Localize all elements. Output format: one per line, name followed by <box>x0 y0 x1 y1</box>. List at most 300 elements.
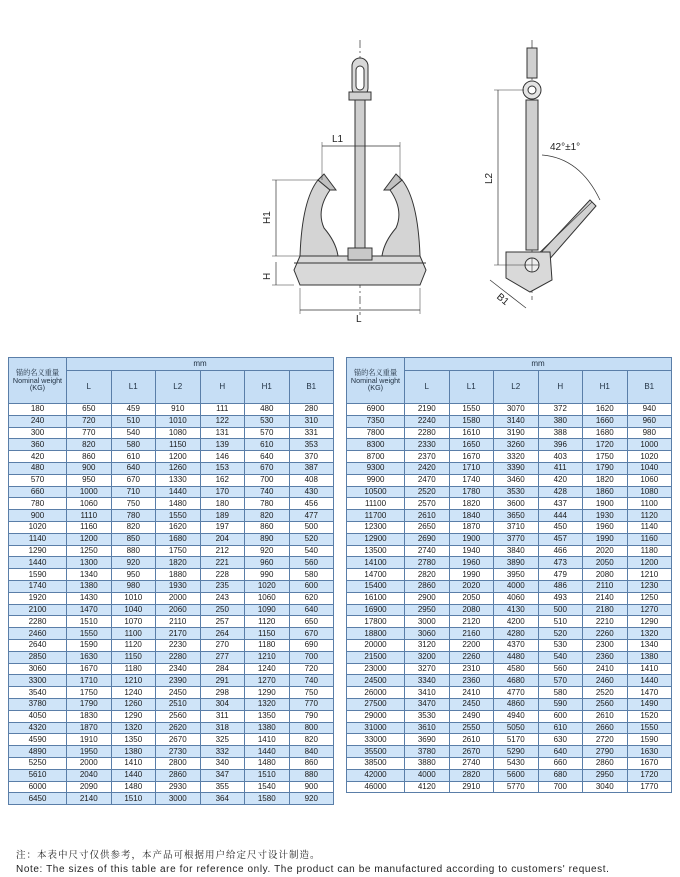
table-row <box>347 734 672 746</box>
dimension-cell: 2950 <box>405 604 450 616</box>
table-row <box>9 663 334 675</box>
dimension-cell: 1290 <box>111 710 156 722</box>
weight-cell: 4320 <box>9 722 67 734</box>
dimension-cell: 2900 <box>405 592 450 604</box>
dimension-cell: 347 <box>200 769 245 781</box>
dimension-cell: 640 <box>289 604 334 616</box>
dimension-cell: 600 <box>289 580 334 592</box>
weight-cell: 17800 <box>347 616 405 628</box>
dimension-cell: 1930 <box>583 510 628 522</box>
dimension-cell: 340 <box>200 757 245 769</box>
dimension-cell: 197 <box>200 521 245 533</box>
dimension-cell: 860 <box>67 451 112 463</box>
weight-cell: 5610 <box>9 769 67 781</box>
dimension-cell: 2390 <box>156 675 201 687</box>
dimension-cell: 2740 <box>405 545 450 557</box>
column-header-b1: B1 <box>627 371 672 404</box>
dimension-cell: 3770 <box>494 533 539 545</box>
dimension-cell: 880 <box>289 769 334 781</box>
weight-cell: 5250 <box>9 757 67 769</box>
dimension-cell: 2340 <box>156 663 201 675</box>
dimension-cell: 1910 <box>67 734 112 746</box>
dimension-cell: 610 <box>245 439 290 451</box>
dimension-cell: 570 <box>245 427 290 439</box>
dimension-cell: 1330 <box>156 474 201 486</box>
dimension-cell: 2160 <box>449 628 494 640</box>
dimension-cell: 493 <box>538 592 583 604</box>
dimension-cell: 2140 <box>583 592 628 604</box>
dimension-cell: 204 <box>200 533 245 545</box>
dimension-cell: 950 <box>67 474 112 486</box>
dimension-cell: 640 <box>245 451 290 463</box>
dimension-cell: 2860 <box>156 769 201 781</box>
dimension-cell: 1080 <box>627 486 672 498</box>
dim-label-l2: L2 <box>484 172 495 184</box>
table-row <box>347 710 672 722</box>
table-row <box>9 533 334 545</box>
dimension-cell: 131 <box>200 427 245 439</box>
dimension-cell: 2660 <box>583 722 628 734</box>
dimension-cell: 310 <box>289 415 334 427</box>
weight-cell: 1140 <box>9 533 67 545</box>
dimension-cell: 1180 <box>111 663 156 675</box>
dimension-cell: 1490 <box>627 698 672 710</box>
dimension-cell: 1440 <box>627 675 672 687</box>
dimension-cell: 1740 <box>449 474 494 486</box>
dimension-cell: 1590 <box>67 639 112 651</box>
dimension-cell: 2690 <box>405 533 450 545</box>
dimension-cell: 1240 <box>111 687 156 699</box>
table-row <box>9 439 334 451</box>
dimension-cell: 2790 <box>583 746 628 758</box>
dimension-cell: 4130 <box>494 604 539 616</box>
weight-cell: 6900 <box>347 404 405 416</box>
dimension-cell: 770 <box>67 427 112 439</box>
dimension-cell: 457 <box>538 533 583 545</box>
table-row <box>347 769 672 781</box>
dimension-cell: 1440 <box>156 486 201 498</box>
dimension-cell: 235 <box>200 580 245 592</box>
table-row <box>347 510 672 522</box>
table-row <box>347 569 672 581</box>
table-row <box>347 616 672 628</box>
weight-cell: 11100 <box>347 498 405 510</box>
table-row <box>347 663 672 675</box>
dimension-cell: 2240 <box>405 415 450 427</box>
dimension-cell: 1100 <box>111 628 156 640</box>
dimension-cell: 3000 <box>405 616 450 628</box>
table-row <box>9 746 334 758</box>
dimension-cell: 1180 <box>245 639 290 651</box>
dimension-cell: 580 <box>111 439 156 451</box>
dimension-cell: 1110 <box>67 510 112 522</box>
dimension-cell: 2260 <box>583 628 628 640</box>
weight-cell: 180 <box>9 404 67 416</box>
dimension-cell: 1300 <box>67 557 112 569</box>
dimension-cell: 4200 <box>494 616 539 628</box>
dimension-cell: 530 <box>245 415 290 427</box>
weight-cell: 14100 <box>347 557 405 569</box>
dimension-cell: 1090 <box>245 604 290 616</box>
dimension-cell: 2560 <box>583 698 628 710</box>
dimension-cell: 510 <box>111 415 156 427</box>
dimension-cell: 1160 <box>627 533 672 545</box>
weight-cell: 11700 <box>347 510 405 522</box>
dimension-cell: 355 <box>200 781 245 793</box>
dimension-cell: 1210 <box>245 651 290 663</box>
column-header-l: L <box>405 371 450 404</box>
dimension-cell: 1250 <box>67 545 112 557</box>
dimension-cell: 3470 <box>405 698 450 710</box>
dimension-cell: 540 <box>538 651 583 663</box>
dimension-cell: 1100 <box>627 498 672 510</box>
dimension-cell: 1860 <box>583 486 628 498</box>
table-row <box>347 639 672 651</box>
dimension-cell: 1380 <box>67 580 112 592</box>
dimension-cell: 1940 <box>449 545 494 557</box>
dimension-cell: 2860 <box>405 580 450 592</box>
dimension-cell: 2200 <box>449 639 494 651</box>
dimension-cell: 5170 <box>494 734 539 746</box>
dimension-cell: 700 <box>289 651 334 663</box>
dimension-cell: 318 <box>200 722 245 734</box>
dimension-cell: 2650 <box>405 521 450 533</box>
dimension-cell: 2170 <box>156 628 201 640</box>
weight-column-header: 锚的名义重量 Nominal weight (KG) <box>347 358 405 404</box>
table-row <box>9 698 334 710</box>
dimension-cell: 170 <box>200 486 245 498</box>
dimension-cell: 1720 <box>583 439 628 451</box>
dimension-cell: 1770 <box>627 781 672 793</box>
weight-cell: 26000 <box>347 687 405 699</box>
dimension-cell: 1350 <box>111 734 156 746</box>
table-row <box>347 592 672 604</box>
dimension-cell: 228 <box>200 569 245 581</box>
dimension-cell: 860 <box>289 757 334 769</box>
dimension-cell: 530 <box>538 639 583 651</box>
dimension-cell: 396 <box>538 439 583 451</box>
dimension-cell: 1270 <box>627 604 672 616</box>
dimension-cell: 1040 <box>111 604 156 616</box>
dimension-cell: 1520 <box>627 710 672 722</box>
dimension-cell: 304 <box>200 698 245 710</box>
dimension-cell: 146 <box>200 451 245 463</box>
dimension-cell: 510 <box>538 616 583 628</box>
dimension-cell: 2000 <box>156 592 201 604</box>
dimension-cell: 3530 <box>494 486 539 498</box>
anchor-front-view <box>272 40 426 315</box>
dimension-cell: 3950 <box>494 569 539 581</box>
dimension-cell: 560 <box>538 663 583 675</box>
dimension-cell: 1580 <box>449 415 494 427</box>
dimension-cell: 380 <box>538 415 583 427</box>
table-row <box>347 404 672 416</box>
dimension-cell: 580 <box>538 687 583 699</box>
table-row <box>9 415 334 427</box>
dimension-cell: 2020 <box>583 545 628 557</box>
dimension-cell: 3200 <box>405 651 450 663</box>
dimension-cell: 2120 <box>449 616 494 628</box>
dimension-cell: 1670 <box>67 663 112 675</box>
dimension-cell: 3880 <box>405 757 450 769</box>
dimension-cell: 610 <box>538 722 583 734</box>
dimension-cell: 960 <box>627 415 672 427</box>
dim-label-l: L <box>356 314 362 325</box>
dimension-cell: 650 <box>67 404 112 416</box>
dimension-cell: 640 <box>111 462 156 474</box>
dimension-cell: 1620 <box>583 404 628 416</box>
dimension-cell: 3410 <box>405 687 450 699</box>
dim-label-h1: H1 <box>262 211 273 224</box>
dimension-cell: 720 <box>289 663 334 675</box>
dimension-cell: 2360 <box>583 651 628 663</box>
dimension-cell: 1180 <box>627 545 672 557</box>
dimension-cell: 2420 <box>405 462 450 474</box>
dimension-cell: 4000 <box>405 769 450 781</box>
dimension-cell: 2180 <box>583 604 628 616</box>
dimension-cell: 1550 <box>449 404 494 416</box>
weight-cell: 18800 <box>347 628 405 640</box>
weight-cell: 1440 <box>9 557 67 569</box>
dimension-cell: 1630 <box>627 746 672 758</box>
dimension-cell: 2090 <box>67 781 112 793</box>
weight-cell: 480 <box>9 462 67 474</box>
dimension-cell: 1720 <box>627 769 672 781</box>
dimension-cell: 2450 <box>449 698 494 710</box>
dimension-cell: 1870 <box>449 521 494 533</box>
dimension-cell: 2260 <box>449 651 494 663</box>
dimension-cell: 221 <box>200 557 245 569</box>
dimension-cell: 2610 <box>405 510 450 522</box>
dimension-cell: 1380 <box>111 746 156 758</box>
dimension-cell: 780 <box>111 510 156 522</box>
dimension-cell: 520 <box>538 628 583 640</box>
dimension-cell: 162 <box>200 474 245 486</box>
dimension-cell: 5430 <box>494 757 539 769</box>
dimension-cell: 2610 <box>449 734 494 746</box>
dimension-cell: 1900 <box>583 498 628 510</box>
dimension-cell: 820 <box>245 510 290 522</box>
table-row <box>9 675 334 687</box>
dimension-cell: 2140 <box>67 793 112 805</box>
dimension-cell: 820 <box>111 521 156 533</box>
dimension-cell: 2410 <box>449 687 494 699</box>
dimension-cell: 1210 <box>627 569 672 581</box>
weight-cell: 27500 <box>347 698 405 710</box>
weight-cell: 13500 <box>347 545 405 557</box>
weight-cell: 420 <box>9 451 67 463</box>
dimension-cell: 1950 <box>67 746 112 758</box>
dimension-cell: 3460 <box>494 474 539 486</box>
dimension-cell: 1550 <box>67 628 112 640</box>
dimension-cell: 1120 <box>627 510 672 522</box>
dimension-cell: 1840 <box>449 510 494 522</box>
dimension-cell: 1350 <box>245 710 290 722</box>
dimension-cell: 4580 <box>494 663 539 675</box>
dimension-cell: 257 <box>200 616 245 628</box>
weight-cell: 1020 <box>9 521 67 533</box>
dimension-cell: 1550 <box>156 510 201 522</box>
dimension-cell: 1750 <box>156 545 201 557</box>
dimension-cell: 740 <box>289 675 334 687</box>
dimension-cell: 1120 <box>111 639 156 651</box>
dimension-cell: 3040 <box>583 781 628 793</box>
dimension-cell: 2080 <box>449 604 494 616</box>
table-row <box>9 427 334 439</box>
dim-label-h: H <box>262 272 273 280</box>
dimension-cell: 403 <box>538 451 583 463</box>
weight-cell: 1740 <box>9 580 67 592</box>
dimension-cell: 2620 <box>156 722 201 734</box>
dimension-cell: 1830 <box>67 710 112 722</box>
anchor-technical-drawing <box>240 30 620 330</box>
dimension-cell: 980 <box>627 427 672 439</box>
dimension-cell: 2040 <box>67 769 112 781</box>
dimension-cell: 331 <box>289 427 334 439</box>
dimension-cell: 3320 <box>494 451 539 463</box>
dimension-cell: 1320 <box>111 722 156 734</box>
weight-cell: 3300 <box>9 675 67 687</box>
weight-cell: 3780 <box>9 698 67 710</box>
dimension-cell: 2450 <box>156 687 201 699</box>
dimension-cell: 850 <box>111 533 156 545</box>
dimension-cell: 122 <box>200 415 245 427</box>
weight-cell: 20000 <box>347 639 405 651</box>
weight-cell: 2850 <box>9 651 67 663</box>
table-row <box>9 604 334 616</box>
table-row <box>9 781 334 793</box>
weight-cell: 38500 <box>347 757 405 769</box>
dimension-cell: 1230 <box>627 580 672 592</box>
dimension-cell: 1010 <box>156 415 201 427</box>
dimension-cell: 1820 <box>156 557 201 569</box>
dimension-cell: 1160 <box>67 521 112 533</box>
dimension-cell: 1670 <box>449 451 494 463</box>
dimension-cell: 890 <box>245 533 290 545</box>
dimension-cell: 2460 <box>583 675 628 687</box>
dimension-cell: 2670 <box>449 746 494 758</box>
dimension-cell: 800 <box>289 722 334 734</box>
weight-cell: 7350 <box>347 415 405 427</box>
dimension-cell: 1610 <box>449 427 494 439</box>
dimension-cell: 4120 <box>405 781 450 793</box>
dimension-cell: 4280 <box>494 628 539 640</box>
dimension-cell: 2670 <box>156 734 201 746</box>
weight-cell: 8700 <box>347 451 405 463</box>
dimension-cell: 370 <box>289 451 334 463</box>
dimension-cell: 388 <box>538 427 583 439</box>
dimension-cell: 111 <box>200 404 245 416</box>
table-row <box>347 746 672 758</box>
unit-header: mm <box>67 358 334 371</box>
dimension-cell: 2910 <box>449 781 494 793</box>
weight-cell: 12900 <box>347 533 405 545</box>
dimension-cell: 1440 <box>245 746 290 758</box>
dimension-cell: 750 <box>111 498 156 510</box>
dimension-cell: 3190 <box>494 427 539 439</box>
dimension-cell: 900 <box>67 462 112 474</box>
dimension-cell: 3120 <box>405 639 450 651</box>
table-row <box>347 604 672 616</box>
dimension-cell: 920 <box>289 793 334 805</box>
weight-cell: 300 <box>9 427 67 439</box>
weight-cell: 3060 <box>9 663 67 675</box>
column-header-h1: H1 <box>245 371 290 404</box>
dimension-cell: 3270 <box>405 663 450 675</box>
weight-cell: 570 <box>9 474 67 486</box>
dimension-cell: 1900 <box>449 533 494 545</box>
dimension-cell: 437 <box>538 498 583 510</box>
weight-cell: 15400 <box>347 580 405 592</box>
dimension-cell: 540 <box>289 545 334 557</box>
dimension-cell: 3000 <box>156 793 201 805</box>
dimension-cell: 1250 <box>627 592 672 604</box>
dimension-cell: 540 <box>111 427 156 439</box>
dimension-cell: 2720 <box>583 734 628 746</box>
dimension-cell: 284 <box>200 663 245 675</box>
weight-cell: 29000 <box>347 710 405 722</box>
dimension-cell: 1260 <box>156 462 201 474</box>
dimension-cell: 780 <box>245 498 290 510</box>
dimension-cell: 2950 <box>583 769 628 781</box>
dimension-cell: 1630 <box>67 651 112 663</box>
dimension-cell: 2020 <box>449 580 494 592</box>
table-row <box>347 474 672 486</box>
dimension-cell: 1120 <box>245 616 290 628</box>
dimension-cell: 2230 <box>156 639 201 651</box>
dimension-cell: 2800 <box>156 757 201 769</box>
dimension-cell: 1040 <box>627 462 672 474</box>
dimension-cell: 4060 <box>494 592 539 604</box>
dimension-cell: 3390 <box>494 462 539 474</box>
dimension-cell: 2080 <box>583 569 628 581</box>
dimension-cell: 1290 <box>627 616 672 628</box>
dimension-cell: 1260 <box>111 698 156 710</box>
dimension-cell: 2360 <box>449 675 494 687</box>
table-row <box>347 722 672 734</box>
weight-cell: 240 <box>9 415 67 427</box>
dimension-cell: 1580 <box>245 793 290 805</box>
dimension-cell: 2470 <box>405 474 450 486</box>
dimension-cell: 1000 <box>627 439 672 451</box>
weight-cell: 360 <box>9 439 67 451</box>
dimension-cell: 2280 <box>156 651 201 663</box>
table-row <box>347 533 672 545</box>
dimension-cell: 700 <box>245 474 290 486</box>
table-row <box>347 687 672 699</box>
dimension-cell: 3600 <box>494 498 539 510</box>
dimension-table-left <box>8 357 334 805</box>
dim-label-angle: 42°±1° <box>550 142 581 153</box>
table-row <box>347 451 672 463</box>
dimension-cell: 770 <box>289 698 334 710</box>
dimension-cell: 990 <box>245 569 290 581</box>
dimension-cell: 1340 <box>627 639 672 651</box>
weight-cell: 6000 <box>9 781 67 793</box>
table-row <box>9 769 334 781</box>
dimension-cell: 2190 <box>405 404 450 416</box>
dimension-cell: 332 <box>200 746 245 758</box>
dimension-table-right <box>346 357 672 793</box>
dimension-cell: 2280 <box>405 427 450 439</box>
dimension-cell: 5770 <box>494 781 539 793</box>
dimension-cell: 690 <box>289 639 334 651</box>
dimension-cell: 3690 <box>405 734 450 746</box>
table-row <box>9 580 334 592</box>
anchor-side-view <box>490 40 600 308</box>
weight-cell: 33000 <box>347 734 405 746</box>
weight-cell: 2280 <box>9 616 67 628</box>
